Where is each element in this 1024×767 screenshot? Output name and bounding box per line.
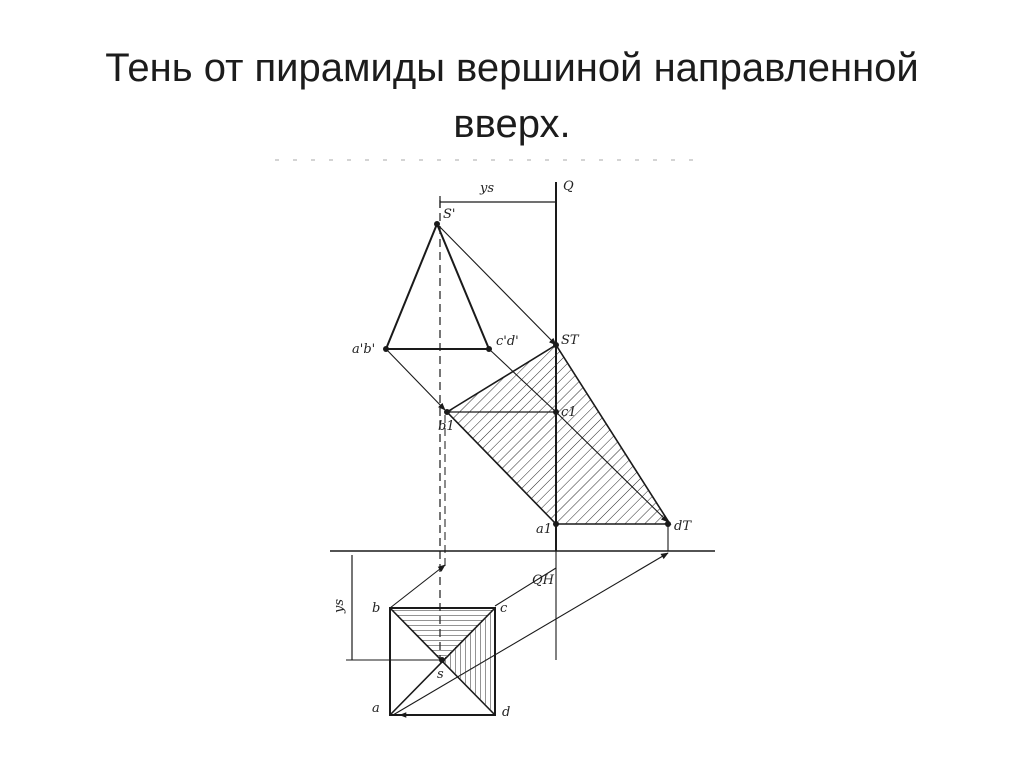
label-ab-prime: a'b': [352, 342, 376, 357]
label-b1: b1: [438, 419, 455, 434]
label-cd-prime: c'd': [496, 334, 519, 349]
label-s: s: [437, 667, 444, 682]
label-Q: Q: [563, 179, 574, 194]
label-a: a: [372, 701, 380, 716]
label-b: b: [372, 601, 381, 616]
label-S-prime: S': [443, 207, 456, 222]
label-ys-side: ys: [332, 598, 347, 613]
label-c1: c1: [561, 405, 577, 420]
title-line-2: вверх.: [453, 102, 571, 146]
label-a1: a1: [536, 522, 553, 537]
title-line-1: Тень от пирамиды вершиной направленной: [105, 46, 919, 90]
pyramid-front-view: [386, 224, 489, 349]
label-d: d: [502, 705, 511, 720]
label-Q-H: QH: [532, 573, 554, 588]
shadow-region: [447, 345, 670, 524]
label-ys-top: ys: [480, 181, 495, 196]
label-c-plan: c: [500, 601, 508, 616]
label-d-T: dT: [674, 519, 691, 534]
label-S-T: ST: [561, 333, 579, 348]
